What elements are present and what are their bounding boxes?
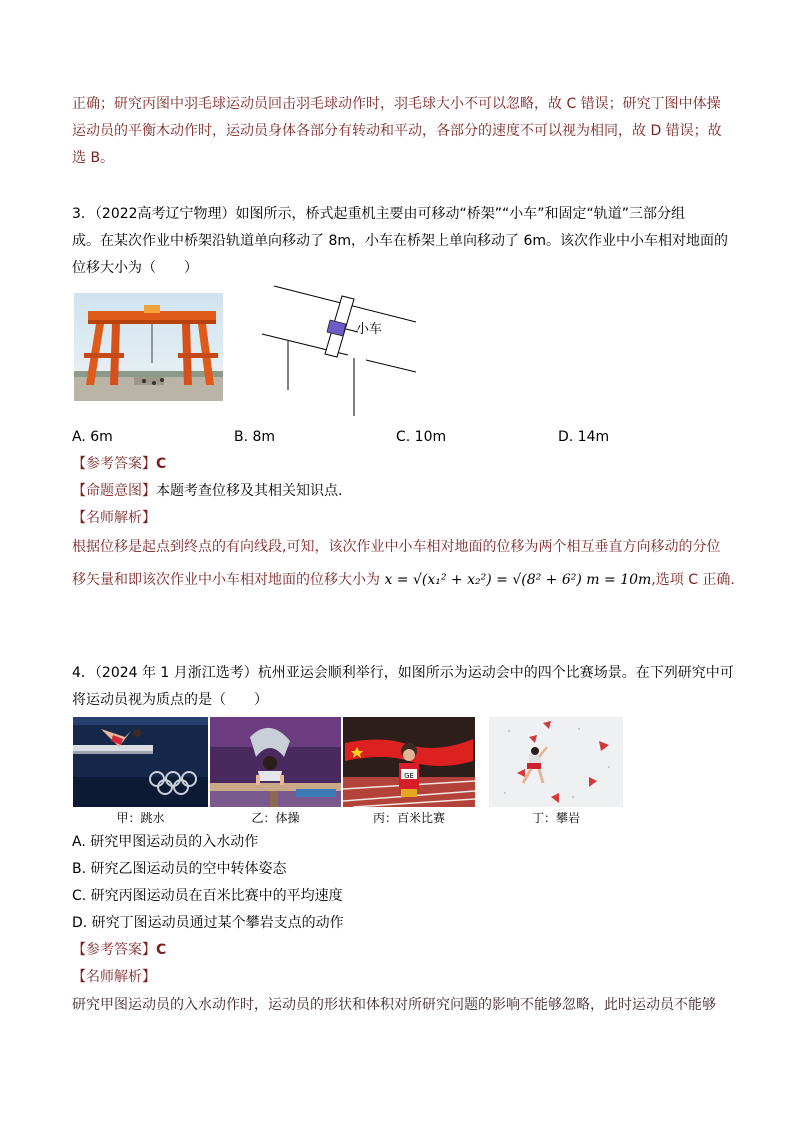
- prev-line-2: 运动员的平衡木动作时，运动员身体各部分有转动和平动，各部分的速度不可以视为相同，故 D 错误；故: [72, 123, 722, 139]
- answer-label: 【参考答案】: [72, 456, 156, 472]
- q4-analysis-label: 【名师解析】: [72, 969, 156, 985]
- gymnastics-photo: [210, 717, 341, 807]
- q3-stem-line-2: 成。在某次作业中桥架沿轨道单向移动了 8m，小车在桥架上单向移动了 6m。该次作业中小车相对地面的: [72, 233, 728, 249]
- q4-answer: [72, 940, 166, 960]
- q3-analysis-line-1: 根据位移是起点到终点的有向线段,可知，该次作业中小车相对地面的位移为两个相互垂直方向移动的分位: [72, 539, 721, 555]
- q4-option-a: A. 研究甲图运动员的入水动作: [72, 834, 259, 850]
- q4-analysis-line-1: 研究甲图运动员的入水动作时，运动员的形状和体积对所研究问题的影响不能够忽略，此时运动员不能够: [72, 997, 716, 1013]
- q4-option-c: C. 研究丙图运动员在百米比赛中的平均速度: [72, 888, 343, 904]
- answer-value: C: [156, 456, 167, 472]
- caption-sprint: 丙：百米比赛: [372, 811, 445, 825]
- q3-answer: [72, 454, 166, 474]
- q4-stem-line-2: 将运动员视为质点的是（ ）: [72, 692, 268, 708]
- q3-option-c: C. 10m: [396, 429, 447, 445]
- prev-line-1: 正确；研究丙图中羽毛球运动员回击羽毛球动作时，羽毛球大小不可以忽略，故 C 错误；研究丁图中体操: [72, 96, 721, 112]
- caption-gymnastics: 乙：体操: [251, 811, 300, 825]
- q3-analysis-line-2: [72, 570, 735, 590]
- crane-schematic: [258, 284, 418, 420]
- prev-line-3: 选 B。: [72, 150, 115, 166]
- analysis-suffix: ,选项 C 正确.: [651, 572, 735, 588]
- caption-climbing: 丁：攀岩: [531, 811, 580, 825]
- diving-photo: [73, 717, 208, 807]
- caption-diving: 甲：跳水: [116, 811, 165, 825]
- q3-option-a: A. 6m: [72, 429, 113, 445]
- climbing-photo: [489, 717, 623, 807]
- q3-stem-line-3: 位移大小为（ ）: [72, 260, 198, 276]
- intent-text: 本题考查位移及其相关知识点.: [156, 483, 343, 499]
- trolley-label: 小车: [356, 322, 383, 337]
- q3-intent: [72, 481, 342, 501]
- q4-option-d: D. 研究丁图运动员通过某个攀岩支点的动作: [72, 915, 344, 931]
- q4-stem-line-1: 4．（2024 年 1 月浙江选考）杭州亚运会顺利举行，如图所示为运动会中的四个比赛场景。在下列研究中可: [72, 665, 734, 681]
- intent-label: 【命题意图】: [72, 483, 156, 499]
- sprint-photo: [343, 717, 475, 807]
- q3-option-d: D. 14m: [558, 429, 610, 445]
- displacement-formula: x = √(x₁² + x₂²) = √(8² + 6²) m = 10m: [384, 572, 652, 588]
- answer-value: C: [156, 942, 167, 958]
- analysis-prefix: 移矢量和即该次作业中小车相对地面的位移大小为: [72, 572, 380, 588]
- bib-text: GE: [404, 772, 414, 780]
- q4-option-b: B. 研究乙图运动员的空中转体姿态: [72, 861, 287, 877]
- crane-photo: [74, 293, 223, 401]
- q3-stem-line-1: 3．（2022高考辽宁物理）如图所示，桥式起重机主要由可移动“桥架”“小车”和固定“轨道”三部分组: [72, 206, 686, 222]
- q3-analysis-label: 【名师解析】: [72, 510, 156, 526]
- answer-label: 【参考答案】: [72, 942, 156, 958]
- q3-option-b: B. 8m: [234, 429, 276, 445]
